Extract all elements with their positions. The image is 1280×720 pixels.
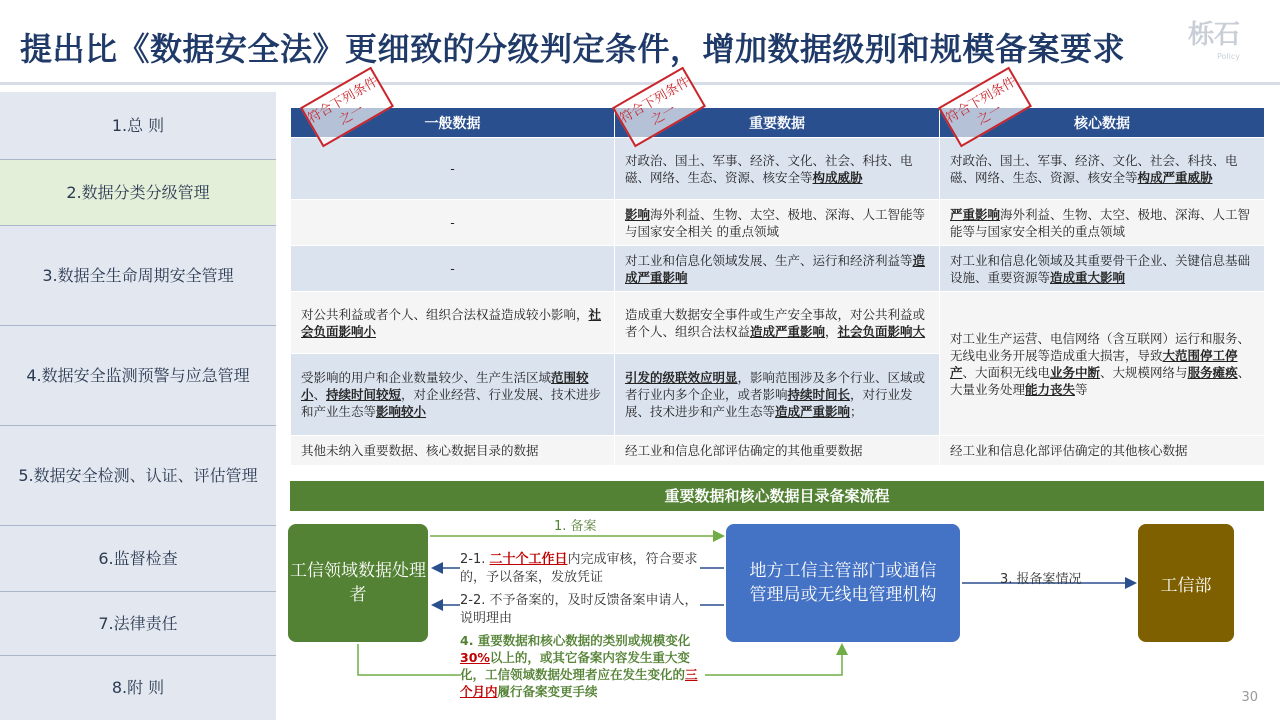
- flow-title-bar: 重要数据和核心数据目录备案流程: [290, 481, 1264, 511]
- header-core-data: 核心数据: [940, 108, 1265, 138]
- table-cell: 受影响的用户和企业数量较少、生产生活区域范围较小、持续时间较短，对企业经营、行业发展、技术进步和产业生态等影响较小: [291, 354, 615, 436]
- sidebar-item-monitoring[interactable]: 4.数据安全监测预警与应急管理: [0, 326, 276, 426]
- table-cell: -: [291, 138, 615, 200]
- sidebar-item-liability[interactable]: 7.法律责任: [0, 592, 276, 656]
- step-report-label: 3. 报备案情况: [1000, 572, 1082, 587]
- table-cell: 经工业和信息化部评估确定的其他核心数据: [940, 436, 1265, 466]
- step-filing-label: 1. 备案: [554, 519, 597, 534]
- table-cell: 经工业和信息化部评估确定的其他重要数据: [615, 436, 940, 466]
- table-cell: 对公共利益或者个人、组织合法权益造成较小影响，社会负面影响小: [291, 292, 615, 354]
- step-approval-label: 2-1. 二十个工作日内完成审核，符合要求的，予以备案，发放凭证: [460, 551, 700, 587]
- sidebar: [0, 92, 276, 720]
- table-cell: -: [291, 246, 615, 292]
- table-row: [291, 200, 1265, 246]
- miit-box: 工信部: [1138, 524, 1234, 642]
- table-row: [291, 292, 1265, 354]
- sidebar-item-appendix[interactable]: 8.附 则: [0, 656, 276, 720]
- table-row: [291, 436, 1265, 466]
- condition-stamp: 符合下列条件之一: [300, 67, 394, 148]
- table-cell: 对工业和信息化领域及其重要骨干企业、关键信息基础设施、重要资源等造成重大影响: [940, 246, 1265, 292]
- table-cell: 对政治、国土、军事、经济、文化、社会、科技、电磁、网络、生态、资源、核安全等构成严重威胁: [940, 138, 1265, 200]
- data-processor-box: 工信领域数据处理者: [288, 524, 428, 642]
- brand-logo-sub: Policy: [1216, 52, 1240, 61]
- page-number: 30: [1241, 690, 1258, 705]
- sidebar-item-general[interactable]: 1.总 则: [0, 92, 276, 160]
- local-authority-box: 地方工信主管部门或通信管理局或无线电管理机构: [726, 524, 960, 642]
- sidebar-item-lifecycle[interactable]: 3.数据全生命周期安全管理: [0, 226, 276, 326]
- table-cell: 引发的级联效应明显，影响范围涉及多个行业、区域或者行业内多个企业，或者影响持续时间长，对行业发展、技术进步和产业生态等造成严重影响；: [615, 354, 940, 436]
- condition-stamp: 符合下列条件之一: [612, 67, 706, 148]
- table-cell: 对工业和信息化领域发展、生产、运行和经济利益等造成严重影响: [615, 246, 940, 292]
- table-row: [291, 138, 1265, 200]
- table-cell: 严重影响海外利益、生物、太空、极地、深海、人工智能等与国家安全相关的重点领域: [940, 200, 1265, 246]
- table-row: [291, 246, 1265, 292]
- sidebar-item-classification[interactable]: 2.数据分类分级管理: [0, 160, 276, 226]
- step-rejection-label: 2-2. 不予备案的，及时反馈备案申请人，说明理由: [460, 592, 700, 628]
- table-cell: 影响海外利益、生物、太空、极地、深海、人工智能等与国家安全相关 的重点领域: [615, 200, 940, 246]
- condition-stamp: 符合下列条件之一: [938, 67, 1032, 148]
- table-cell: 对工业生产运营、电信网络（含互联网）运行和服务、无线电业务开展等造成重大损害，导致大范围停工停产、大面积无线电业务中断、大规模网络与服务瘫痪、大量业务处理能力丧失等: [940, 292, 1265, 436]
- table-cell: 造成重大数据安全事件或生产安全事故，对公共利益或者个人、组织合法权益造成严重影响，社会负面影响大: [615, 292, 940, 354]
- table-cell: -: [291, 200, 615, 246]
- sidebar-item-supervision[interactable]: 6.监督检查: [0, 526, 276, 592]
- classification-table: [290, 107, 1265, 466]
- table-cell: 对政治、国土、军事、经济、文化、社会、科技、电磁、网络、生态、资源、核安全等构成威胁: [615, 138, 940, 200]
- sidebar-item-certification[interactable]: 5.数据安全检测、认证、评估管理: [0, 426, 276, 526]
- brand-logo: 栎石: [1187, 20, 1240, 50]
- header-important-data: 重要数据: [615, 108, 940, 138]
- table-cell: 其他未纳入重要数据、核心数据目录的数据: [291, 436, 615, 466]
- step-change-label: 4. 重要数据和核心数据的类别或规模变化30%以上的，或其它备案内容发生重大变化，工信领域数据处理者应在发生变化的三个月内履行备案变更手续: [460, 632, 705, 700]
- page-title: 提出比《数据安全法》更细致的分级判定条件，增加数据级别和规模备案要求: [20, 30, 1126, 68]
- header-general-data: 一般数据: [291, 108, 615, 138]
- title-divider: [0, 82, 1280, 85]
